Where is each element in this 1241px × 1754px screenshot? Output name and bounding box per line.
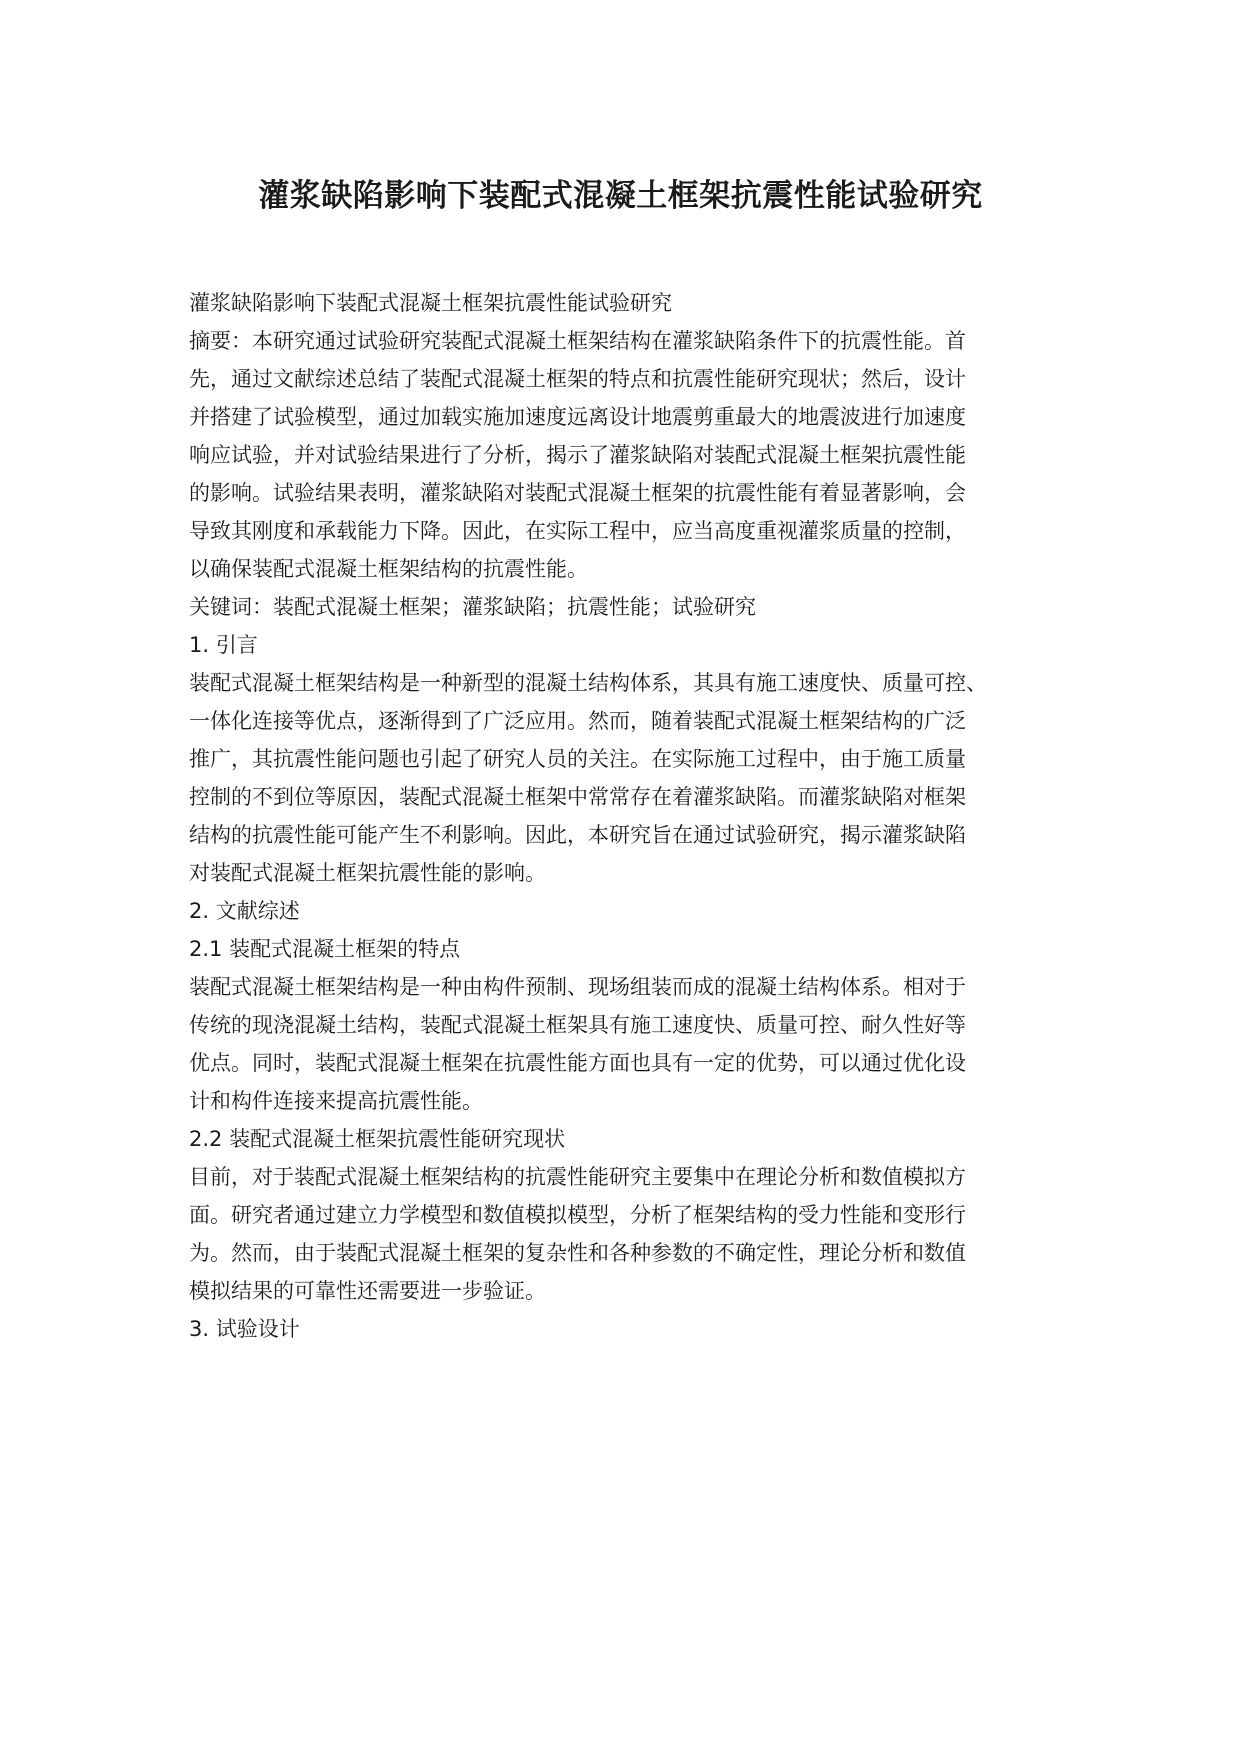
abstract-line: 的影响。试验结果表明，灌浆缺陷对装配式混凝土框架的抗震性能有着显著影响，会 <box>189 481 966 505</box>
paragraph-line: 模拟结果的可靠性还需要进一步验证。 <box>189 1279 546 1303</box>
abstract-line: 以确保装配式混凝土框架结构的抗震性能。 <box>189 557 588 581</box>
paragraph-line: 一体化连接等优点，逐渐得到了广泛应用。然而，随着装配式混凝土框架结构的广泛 <box>189 709 966 733</box>
paragraph-line: 计和构件连接来提高抗震性能。 <box>189 1089 483 1113</box>
paragraph-line: 面。研究者通过建立力学模型和数值模拟模型，分析了框架结构的受力性能和变形行 <box>189 1203 966 1227</box>
paragraph-line: 传统的现浇混凝土结构，装配式混凝土框架具有施工速度快、质量可控、耐久性好等 <box>189 1013 966 1037</box>
document-subtitle: 灌浆缺陷影响下装配式混凝土框架抗震性能试验研究 <box>189 291 672 315</box>
research-status-paragraph <box>189 1158 1069 1310</box>
abstract-line: 导致其刚度和承载能力下降。因此，在实际工程中，应当高度重视灌浆质量的控制， <box>189 519 966 543</box>
paragraph-line: 对装配式混凝土框架抗震性能的影响。 <box>189 861 546 885</box>
introduction-paragraph <box>189 664 1069 892</box>
abstract-line: 摘要：本研究通过试验研究装配式混凝土框架结构在灌浆缺陷条件下的抗震性能。首 <box>189 329 966 353</box>
subsection-heading-research-status: 2.2 装配式混凝土框架抗震性能研究现状 <box>189 1127 566 1151</box>
paragraph-line: 装配式混凝土框架结构是一种新型的混凝土结构体系，其具有施工速度快、质量可控、 <box>189 671 987 695</box>
document-body <box>189 284 1069 1348</box>
paragraph-line: 装配式混凝土框架结构是一种由构件预制、现场组装而成的混凝土结构体系。相对于 <box>189 975 966 999</box>
section-heading-literature-review: 2. 文献综述 <box>189 899 300 923</box>
paragraph-line: 控制的不到位等原因，装配式混凝土框架中常常存在着灌浆缺陷。而灌浆缺陷对框架 <box>189 785 966 809</box>
paragraph-line: 优点。同时，装配式混凝土框架在抗震性能方面也具有一定的优势，可以通过优化设 <box>189 1051 966 1075</box>
paragraph-line: 目前，对于装配式混凝土框架结构的抗震性能研究主要集中在理论分析和数值模拟方 <box>189 1165 966 1189</box>
paragraph-line: 为。然而，由于装配式混凝土框架的复杂性和各种参数的不确定性，理论分析和数值 <box>189 1241 966 1265</box>
abstract-paragraph <box>189 322 1069 588</box>
section-heading-introduction: 1. 引言 <box>189 633 258 657</box>
subsection-heading-characteristics: 2.1 装配式混凝土框架的特点 <box>189 937 461 961</box>
abstract-line: 并搭建了试验模型，通过加载实施加速度远离设计地震剪重最大的地震波进行加速度 <box>189 405 966 429</box>
paragraph-line: 结构的抗震性能可能产生不利影响。因此，本研究旨在通过试验研究，揭示灌浆缺陷 <box>189 823 966 847</box>
abstract-line: 响应试验，并对试验结果进行了分析，揭示了灌浆缺陷对装配式混凝土框架抗震性能 <box>189 443 966 467</box>
characteristics-paragraph <box>189 968 1069 1120</box>
abstract-line: 先，通过文献综述总结了装配式混凝土框架的特点和抗震性能研究现状；然后，设计 <box>189 367 966 391</box>
section-heading-test-design: 3. 试验设计 <box>189 1317 300 1341</box>
paragraph-line: 推广，其抗震性能问题也引起了研究人员的关注。在实际施工过程中，由于施工质量 <box>189 747 966 771</box>
document-title: 灌浆缺陷影响下装配式混凝土框架抗震性能试验研究 <box>258 178 983 214</box>
keywords-line: 关键词：装配式混凝土框架；灌浆缺陷；抗震性能；试验研究 <box>189 595 756 619</box>
